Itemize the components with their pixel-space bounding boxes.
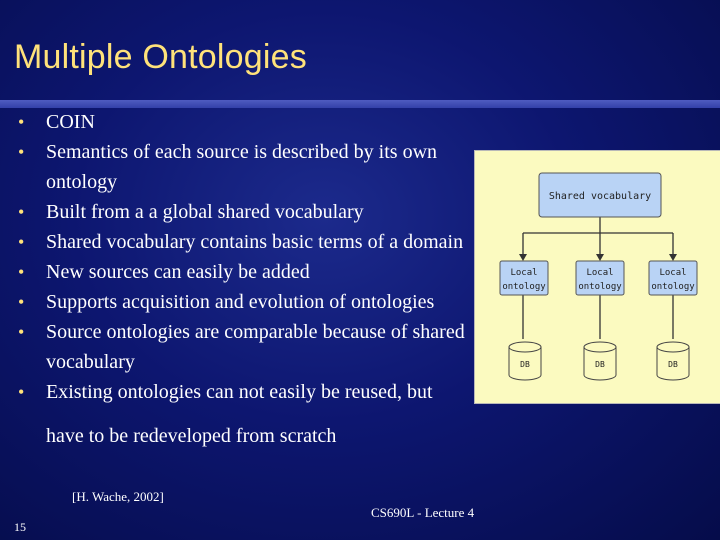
ontology-diagram [474,150,720,404]
local-ontology-box [576,261,624,295]
local-ontology-label: ontology [502,282,546,292]
bullet-item: • COIN [18,107,488,137]
database-icon [509,342,541,380]
bullet-list [18,107,488,451]
bullet-item: • Built from a a global shared vocabulary [18,197,488,227]
shared-vocabulary-label: Shared vocabulary [548,191,652,202]
database-label: DB [668,360,678,369]
bullet-item: • Semantics of each source is described by its own ontology [18,137,488,197]
local-ontology-label: ontology [578,282,622,292]
local-ontology-box [500,261,548,295]
bullet-icon: • [18,292,25,312]
arrowheads [519,254,677,261]
bullet-continuation: have to be redeveloped from scratch [46,425,337,447]
citation: [H. Wache, 2002] [72,489,164,504]
bullet-icon: • [18,232,25,252]
bullet-item: • New sources can easily be added [18,257,488,287]
bullet-icon: • [18,112,25,132]
bullet-icon: • [18,202,25,222]
bullet-icon: • [18,262,25,282]
shared-vocabulary-box [539,173,661,217]
slide-title: Multiple Ontologies [14,38,307,76]
database-label: DB [520,360,530,369]
bullet-item: • Shared vocabulary contains basic terms of a domain [18,227,488,257]
bullet-item: • Source ontologies are comparable because of shared vocabulary [18,317,488,377]
bullet-icon: • [18,142,25,162]
page-number: 15 [14,520,26,534]
database-icon [657,342,689,380]
database-label: DB [595,360,605,369]
bullet-icon: • [18,322,25,342]
database-icon [584,342,616,380]
local-ontology-label: ontology [651,282,695,292]
local-ontology-label: Local [586,268,614,278]
bullet-item: • Supports acquisition and evolution of ontologies [18,287,488,317]
footer-text: CS690L - Lecture 4 [371,505,475,520]
local-ontology-label: Local [659,268,687,278]
local-ontology-label: Local [510,268,538,278]
local-ontology-box [649,261,697,295]
bullet-item: • Existing ontologies can not easily be reused, but [18,377,488,407]
bullet-icon: • [18,382,25,402]
